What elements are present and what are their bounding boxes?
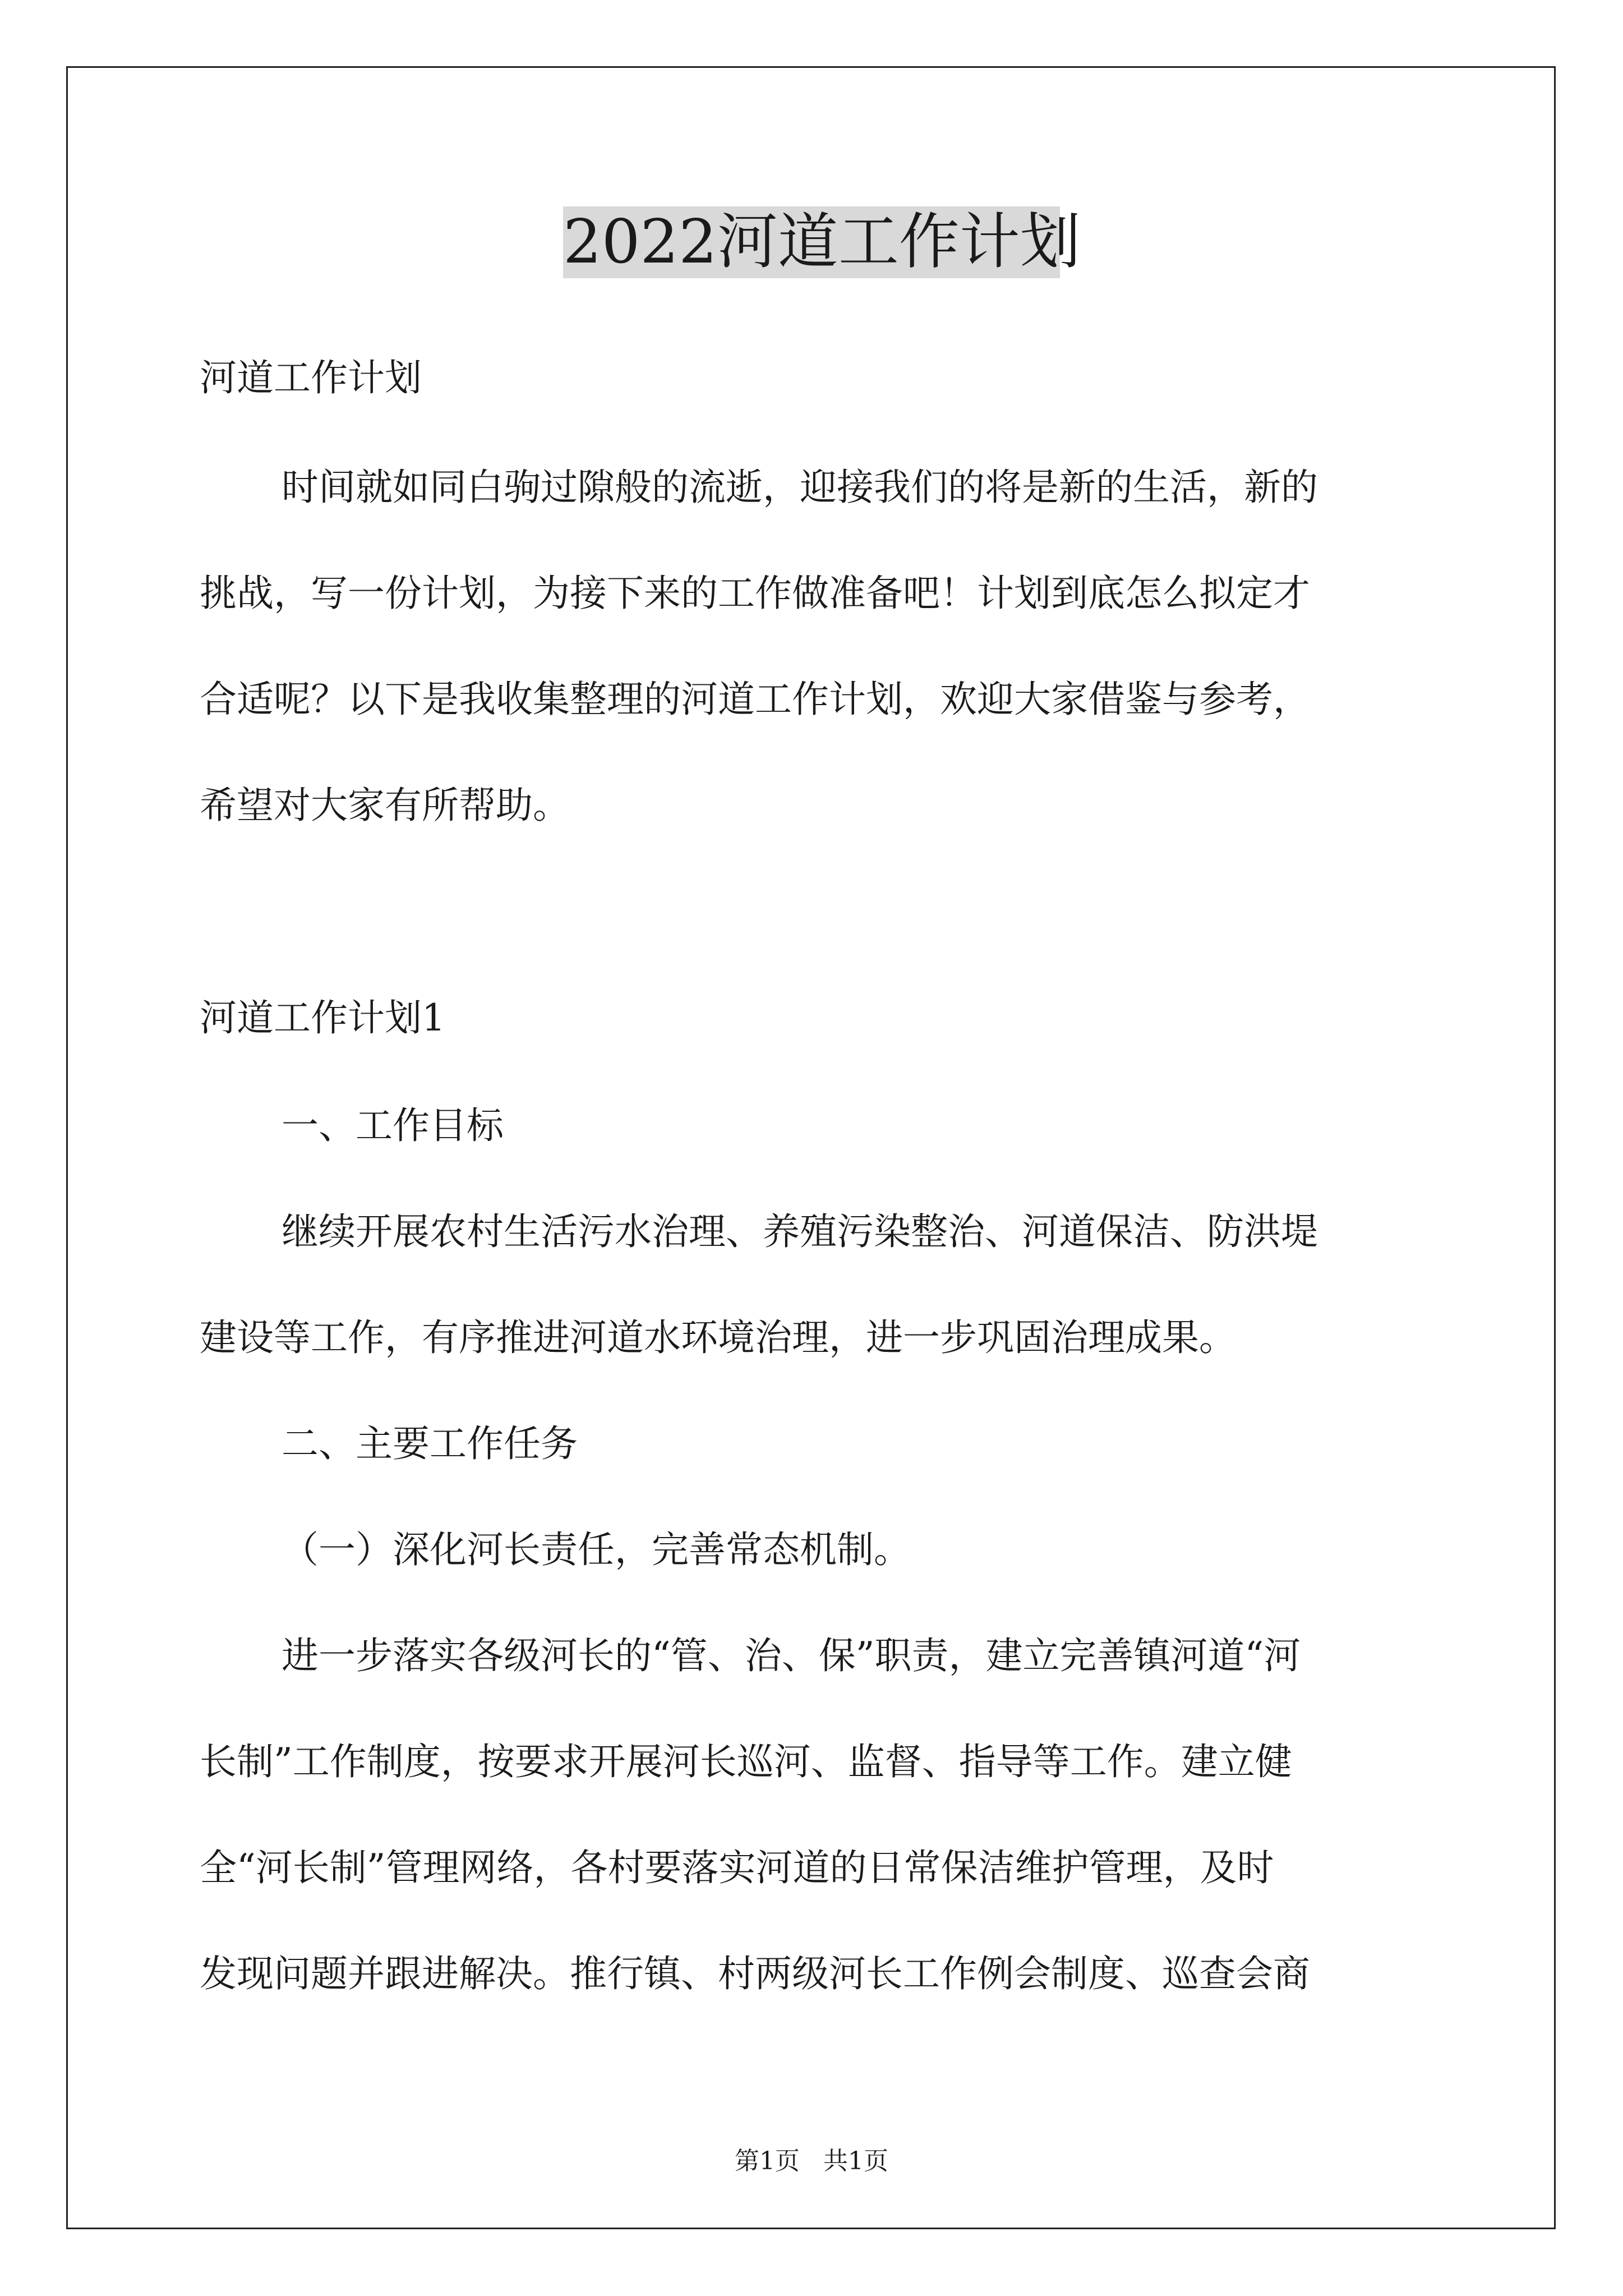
subsection-heading: （一）深化河长责任，完善常态机制。 <box>282 1528 911 1571</box>
subsection-heading: 二、主要工作任务 <box>282 1422 578 1465</box>
section-heading: 河道工作计划1 <box>200 996 445 1039</box>
paragraph-line: 希望对大家有所帮助。 <box>200 784 570 827</box>
paragraph-line: 全“河长制”管理网络，各村要落实河道的日常保洁维护管理，及时 <box>200 1846 1274 1889</box>
paragraph-line: 发现问题并跟进解决。推行镇、村两级河长工作例会制度、巡查会商 <box>200 1952 1310 1995</box>
paragraph-line: 挑战，写一份计划，为接下来的工作做准备吧！计划到底怎么拟定才 <box>200 572 1310 615</box>
subtitle-line: 河道工作计划 <box>200 356 422 399</box>
paragraph-line: 时间就如同白驹过隙般的流逝，迎接我们的将是新的生活，新的 <box>282 466 1318 509</box>
paragraph-line: 进一步落实各级河长的“管、治、保”职责，建立完善镇河道“河 <box>282 1634 1301 1677</box>
page-footer: 第1页 共1页 <box>735 2147 888 2175</box>
paragraph-line: 建设等工作，有序推进河道水环境治理，进一步巩固治理成果。 <box>200 1316 1236 1359</box>
paragraph-line: 合适呢？以下是我收集整理的河道工作计划，欢迎大家借鉴与参考， <box>200 678 1310 721</box>
paragraph-line: 继续开展农村生活污水治理、养殖污染整治、河道保洁、防洪堤 <box>282 1210 1318 1253</box>
subsection-heading: 一、工作目标 <box>282 1104 504 1147</box>
document-title: 2022河道工作计划 <box>563 207 1081 277</box>
paragraph-line: 长制”工作制度，按要求开展河长巡河、监督、指导等工作。建立健 <box>200 1740 1292 1783</box>
